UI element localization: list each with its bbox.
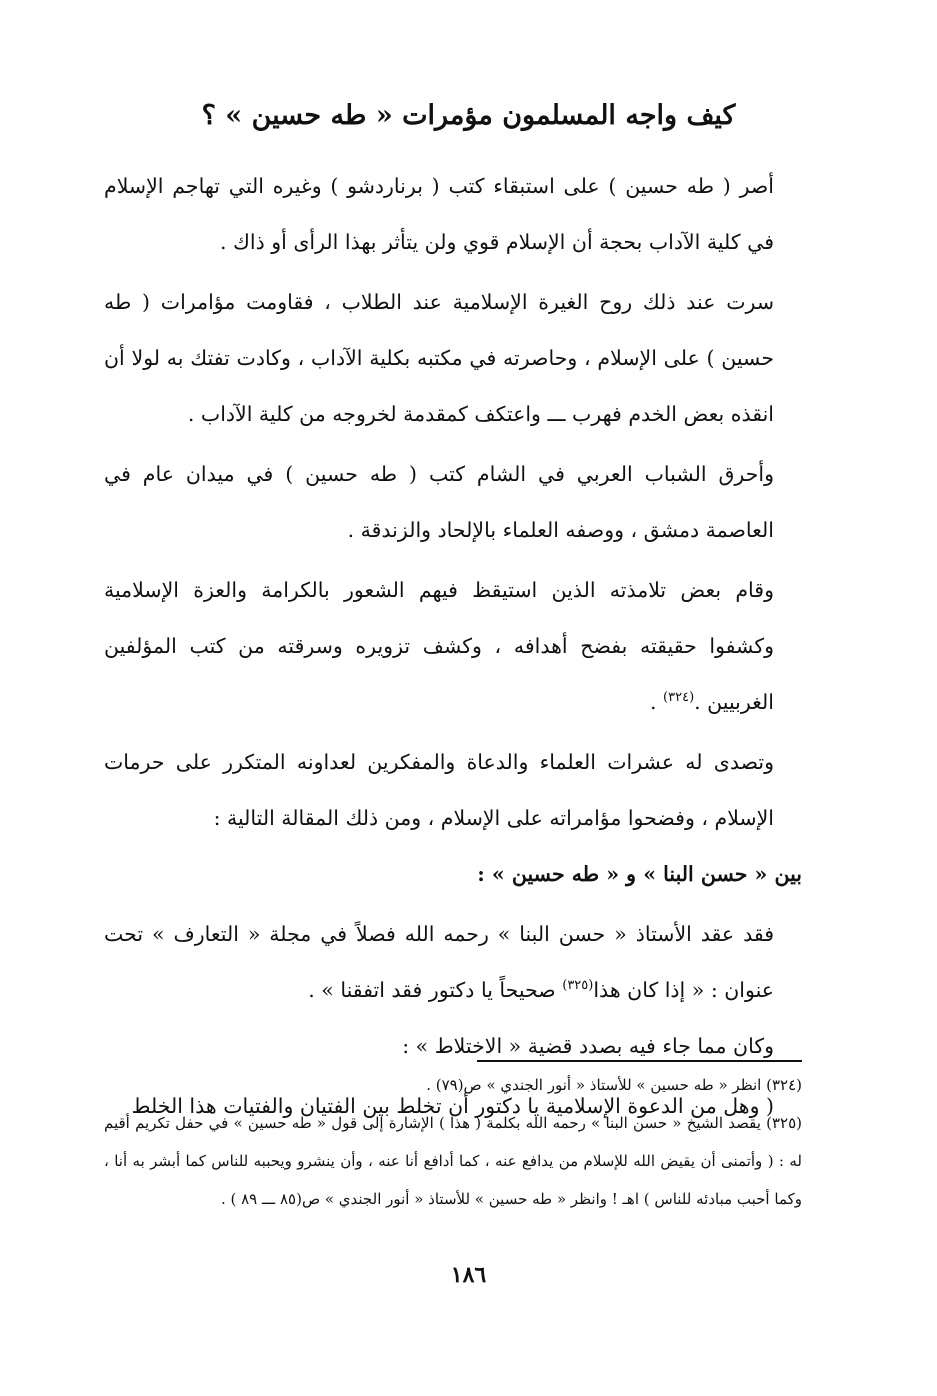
footnotes	[104, 1066, 802, 1218]
paragraph-banna	[104, 906, 802, 1018]
paragraph-3: وأحرق الشباب العربي في الشام كتب ( طه حسين ) في ميدان عام في العاصمة دمشق ، ووصفه العلماء بالإلحاد والزندقة .	[104, 462, 774, 542]
section-subheading: بين « حسن البنا » و « طه حسين » :	[477, 862, 802, 886]
main-text	[104, 158, 802, 1134]
page-title: كيف واجه المسلمون مؤمرات « طه حسين » ؟	[201, 100, 736, 131]
paragraph-last: ( وهل من الدعوة الإسلامية يا دكتور أن تخلط بين الفتيان والفتيات هذا الخلط	[131, 1094, 774, 1118]
footnote-divider	[477, 1060, 802, 1062]
paragraph-5: وتصدى له عشرات العلماء والدعاة والمفكرين لعداونه المتكرر على حرمات الإسلام ، وفضحوا مؤامراته على الإسلام ، ومن ذلك المقالة التالية :	[104, 750, 774, 830]
paragraph-2: سرت عند ذلك روح الغيرة الإسلامية عند الطلاب ، فقاومت مؤامرات ( طه حسين ) على الإسلام ، وحاصرته في مكتبه بكلية الآداب ، وكادت تفتك به لولا أن انقذه بعض الخدم فهرب ـــ واعتكف كمقدمة لخروجه من كلية الآداب .	[104, 290, 774, 426]
paragraph-banna-a: فقد عقد الأستاذ « حسن البنا » رحمه الله فصلاً في مجلة « التعارف » تحت عنوان : « إذا كان هذا	[104, 922, 774, 1002]
footnote-325: (٣٢٥) يقصد الشيخ « حسن البنا » رحمه الله بكلمة ( هذا ) الإشارة إلى قول « طه حسين » في حفل تكريم أقيم له : ( وأتمنى أن يقيض الله للإسلام من يدافع عنه ، كما أدافع أنا عنه ، وأن ينشرو ويحببه للناس كما أبشر به أنا ، وكما أحبب مبادئه للناس ) اهـ ! وانظر « طه حسين » للأستاذ « أنور الجندي » ص(٨٥ ـــ ٨٩ ) .	[104, 1114, 802, 1208]
paragraph-4-text: وقام بعض تلامذته الذين استيقظ فيهم الشعور بالكرامة والعزة الإسلامية وكشفوا حقيقته بفضح أهدافه ، وكشف تزويره وسرقته من كتب المؤلفين الغربيين .	[104, 578, 774, 714]
paragraph-1: أصر ( طه حسين ) على استبقاء كتب ( برناردشو ) وغيره التي تهاجم الإسلام في كلية الآداب بحجة أن الإسلام قوي ولن يتأثر بهذا الرأى أو ذاك .	[104, 174, 774, 254]
page-number: ١٨٦	[450, 1262, 487, 1288]
footnote-ref-324: (٣٢٤)	[663, 690, 695, 706]
paragraph-4-tail: .	[649, 690, 657, 714]
footnote-ref-325: (٣٢٥)	[562, 978, 594, 994]
paragraph-banna-b: صحيحاً يا دكتور فقد اتفقنا » .	[308, 978, 556, 1002]
footnote-324: (٣٢٤) انظر « طه حسين » للأستاذ « أنور الجندي » ص(٧٩) .	[426, 1076, 802, 1094]
paragraph-4	[104, 562, 802, 730]
paragraph-ikhtilat: وكان مما جاء فيه بصدد قضية « الاختلاط » :	[402, 1034, 774, 1058]
